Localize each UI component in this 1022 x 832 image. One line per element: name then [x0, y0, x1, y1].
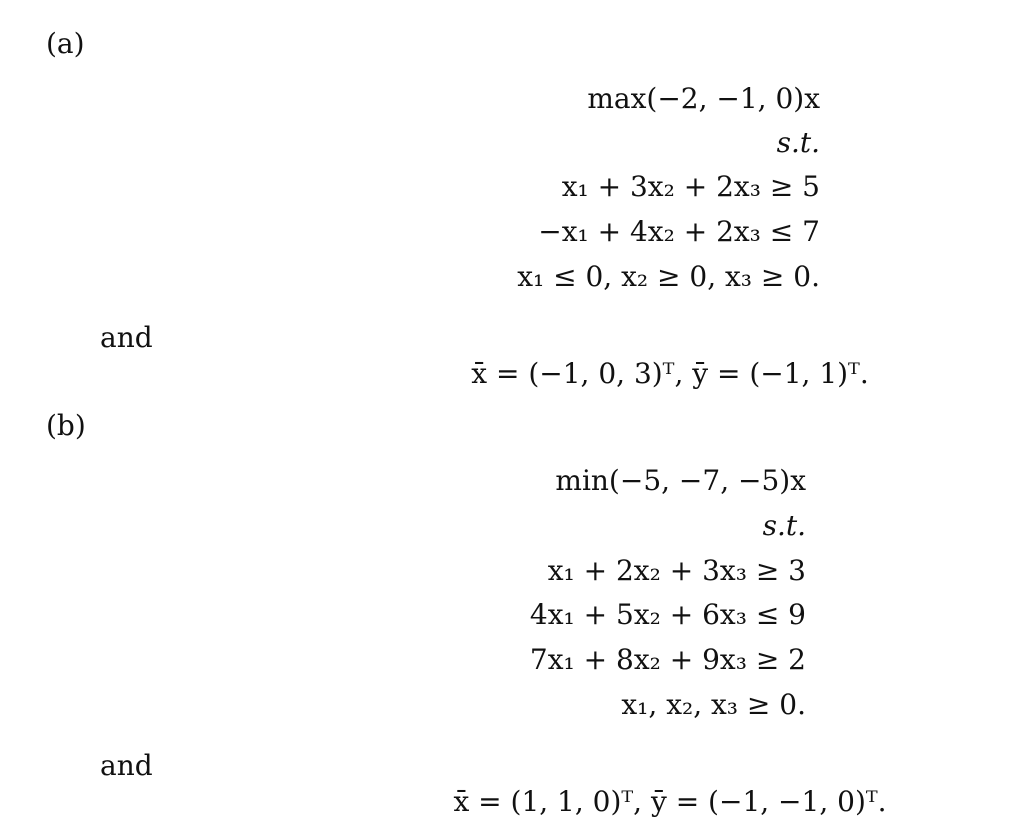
- part-b-constraint-1: x₁ + 2x₂ + 3x₃ ≥ 3: [547, 554, 806, 587]
- part-a-st: s.t.: [776, 126, 820, 159]
- part-b-constraint-3: 7x₁ + 8x₂ + 9x₃ ≥ 2: [529, 643, 806, 676]
- part-b-label: (b): [46, 409, 86, 442]
- part-a-constraint-1: x₁ + 3x₂ + 2x₃ ≥ 5: [561, 170, 820, 203]
- part-b-and: and: [100, 749, 153, 782]
- part-a-solution: x̄ = (−1, 0, 3)ᵀ, ȳ = (−1, 1)ᵀ.: [471, 357, 869, 390]
- part-a-label: (a): [46, 27, 85, 60]
- part-b-objective: min(−5, −7, −5)x: [555, 464, 806, 497]
- part-a-objective: max(−2, −1, 0)x: [587, 82, 820, 115]
- part-a-constraint-2: −x₁ + 4x₂ + 2x₃ ≤ 7: [538, 215, 820, 248]
- part-b-solution: x̄ = (1, 1, 0)ᵀ, ȳ = (−1, −1, 0)ᵀ.: [453, 785, 887, 818]
- part-a-constraint-3: x₁ ≤ 0, x₂ ≥ 0, x₃ ≥ 0.: [517, 260, 820, 293]
- part-b-st: s.t.: [762, 509, 806, 542]
- part-b-constraint-2: 4x₁ + 5x₂ + 6x₃ ≤ 9: [529, 598, 806, 631]
- part-b-constraint-4: x₁, x₂, x₃ ≥ 0.: [621, 688, 806, 721]
- part-a-and: and: [100, 321, 153, 354]
